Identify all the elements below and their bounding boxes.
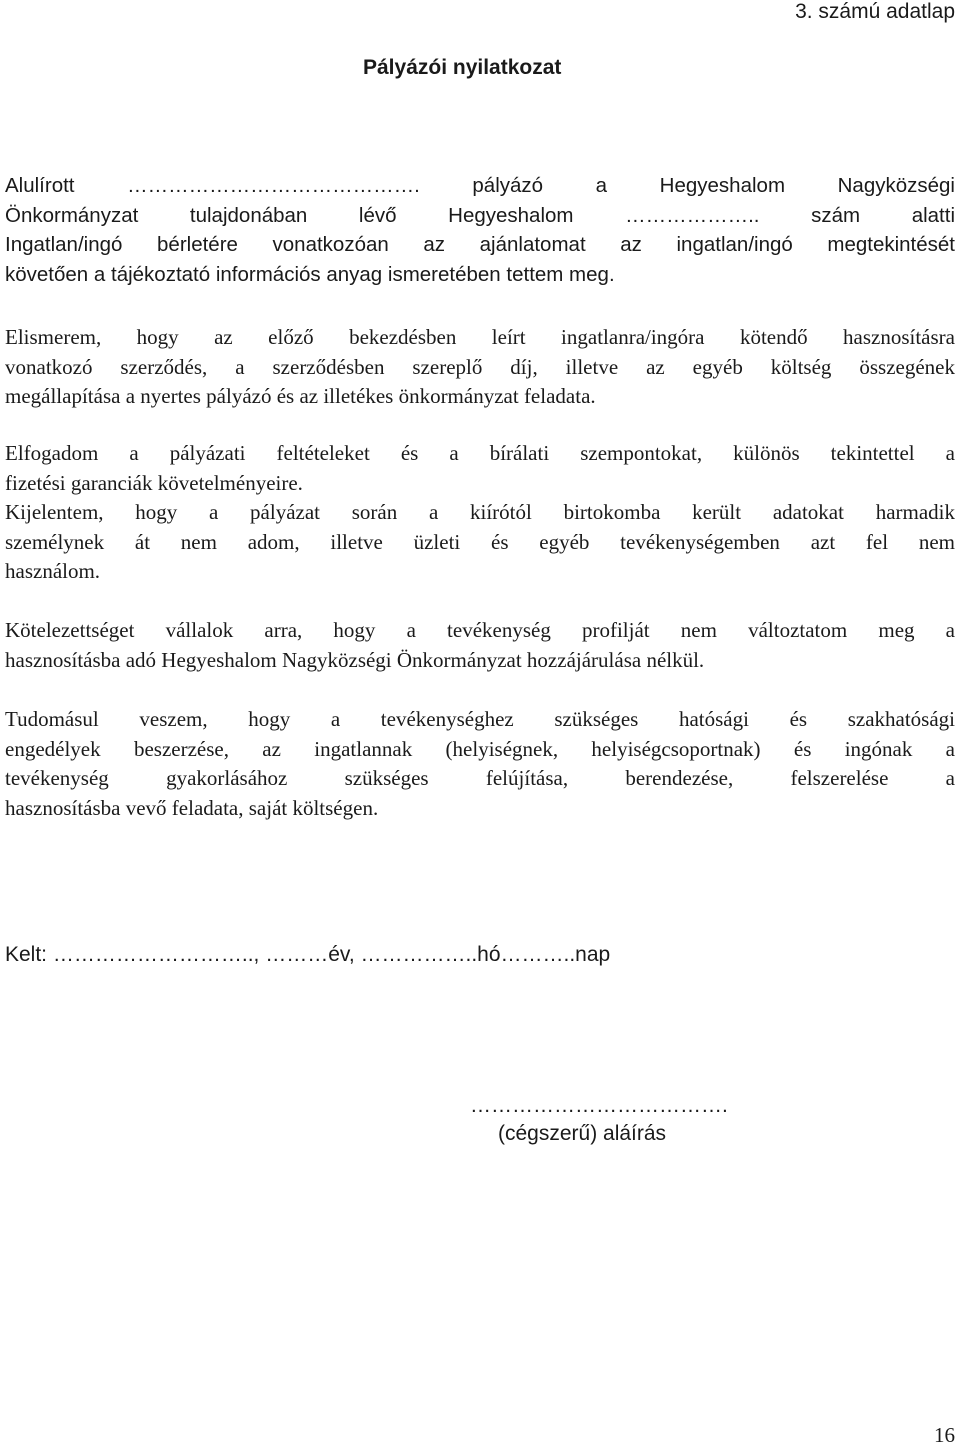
paragraph-acceptance [5,439,955,587]
paragraph-declaration [5,171,955,289]
paragraph-line: engedélyek beszerzése, az ingatlannak (helyiségnek, helyiségcsoportnak) és ingónak a [5,736,955,761]
paragraph-line: Ingatlan/ingó bérletére vonatkozóan az ajánlatomat az ingatlan/ingó megtekintését [5,233,955,257]
paragraph-obligation [5,616,955,675]
paragraph-line: fizetési garanciák követelményeire. [5,470,303,495]
paragraph-line: Elismerem, hogy az előző bekezdésben leírt ingatlanra/ingóra kötendő hasznosításra [5,325,955,349]
paragraph-line: Tudomásul veszem, hogy a tevékenységhez szükséges hatósági és szakhatósági [5,707,955,731]
paragraph-line: Önkormányzat tulajdonában lévő Hegyeshalom ……………….. szám alatti [5,203,955,227]
paragraph-line: Kötelezettséget vállalok arra, hogy a tevékenység profilját nem változtatom meg a [5,618,955,642]
paragraph-line: megállapítása a nyertes pályázó és az illetékes önkormányzat feladata. [5,384,596,409]
signature-line: ………………………………. [470,1094,728,1117]
date-line: Kelt: ……………………….., ………év, ……………..hó………..nap [5,943,611,966]
paragraph-line: hasznosításba adó Hegyeshalom Nagyközségi Önkormányzat hozzájárulása nélkül. [5,647,705,672]
paragraph-line: Elfogadom a pályázati feltételeket és a bírálati szempontokat, különös tekintettel a [5,441,955,465]
paragraph-line: személynek át nem adom, illetve üzleti és egyéb tevékenységemben azt fel nem [5,529,955,554]
paragraph-line: vonatkozó szerződés, a szerződésben szereplő díj, illetve az egyéb költség összegének [5,354,955,379]
paragraph-line: Kijelentem, hogy a pályázat során a kiírótól birtokomba került adatokat harmadik [5,500,955,525]
paragraph-acknowledgement [5,323,955,412]
annex-label: 3. számú adatlap [795,0,955,23]
signature-label: (cégszerű) aláírás [498,1122,667,1145]
paragraph-permits [5,705,955,823]
paragraph-line: követően a tájékoztató információs anyag ismeretében tettem meg. [5,262,615,286]
paragraph-line: hasznosításba vevő feladata, saját költségen. [5,795,379,820]
paragraph-line: Alulírott ……………………………………. pályázó a Hegyeshalom Nagyközségi [5,174,955,197]
document-title: Pályázói nyilatkozat [363,56,562,79]
paragraph-line: használom. [5,559,101,584]
page-number: 16 [934,1423,955,1447]
paragraph-line: tevékenység gyakorlásához szükséges felújítása, berendezése, felszerelése a [5,766,955,791]
